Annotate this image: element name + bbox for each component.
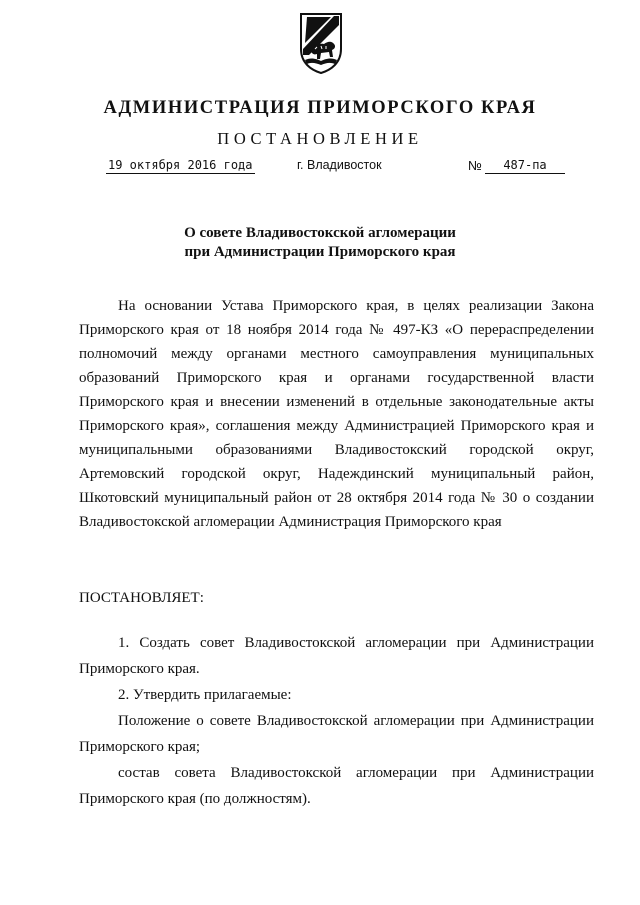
document-date: 19 октября 2016 года bbox=[108, 158, 253, 172]
organization-title: АДМИНИСТРАЦИЯ ПРИМОРСКОГО КРАЯ bbox=[103, 98, 537, 118]
document-subject bbox=[0, 224, 640, 262]
decree-heading: ПОСТАНОВЛЯЕТ: bbox=[79, 590, 204, 606]
decree-items bbox=[79, 630, 594, 812]
decree-item: 1. Создать совет Владивостокской агломерации при Администрации Приморского края. bbox=[79, 635, 594, 677]
coat-of-arms-icon bbox=[297, 11, 345, 75]
document-type: ПОСТАНОВЛЕНИЕ bbox=[217, 129, 423, 148]
subject-line-1: О совете Владивостокской агломерации bbox=[184, 225, 456, 241]
preamble-block bbox=[79, 294, 594, 534]
preamble-paragraph: На основании Устава Приморского края, в целях реализации Закона Приморского края от 18 ноября 2014 года № 497-КЗ «О перераспределении полномочий между органами местного самоуправления муниципальных образований Приморского края и органами государственной власти Приморского края и внесении изменений в отдельные законодательные акты Приморского края», соглашения между Администрацией Приморского края и муниципальными образованиями Владивостокский городской округ, Артемовский городской округ, Надеждинский муниципальный район, Шкотовский муниципальный район от 28 октября 2014 года № 30 о создании Владивостокской агломерации Администрация Приморского края bbox=[79, 298, 594, 530]
decree-item: Положение о совете Владивостокской агломерации при Администрации Приморского края; bbox=[79, 713, 594, 755]
subject-line-2: при Администрации Приморского края bbox=[184, 244, 456, 260]
document-number: 487-па bbox=[485, 158, 565, 174]
document-city: г. Владивосток bbox=[297, 158, 382, 172]
decree-item: 2. Утвердить прилагаемые: bbox=[118, 687, 292, 703]
number-sign: № bbox=[468, 158, 482, 173]
decree-item: состав совета Владивостокской агломерации при Администрации Приморского края (по должностям). bbox=[79, 765, 594, 807]
